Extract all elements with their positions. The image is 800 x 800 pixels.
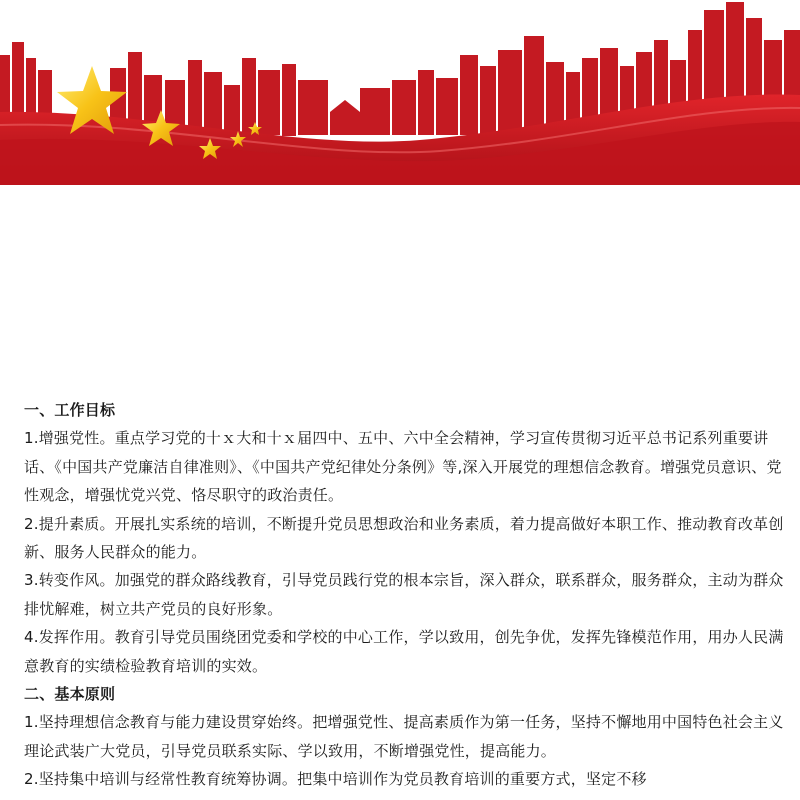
- header-banner: [0, 0, 800, 185]
- section-heading: 二、基本原则: [24, 685, 116, 704]
- paragraph: 1.增强党性。重点学习党的十ｘ大和十ｘ届四中、五中、六中全会精神，学习宣传贯彻习近平总书记系列重要讲话、《中国共产党廉洁自律准则》、《中国共产党纪律处分条例》等,深入开展党的理想信念教育。增强党员意识、党性观念，增强忧党兴党、恪尽职守的政治责任。: [24, 429, 782, 505]
- section-heading: 一、工作目标: [24, 401, 116, 419]
- skyline-banner-graphic: [0, 0, 800, 185]
- paragraph: 2.提升素质。开展扎实系统的培训，不断提升党员思想政治和业务素质，着力提高做好本职工作、推动教育改革创新、服务人民群众的能力。: [24, 514, 784, 562]
- paragraph: 3.转变作风。加强党的群众路线教育，引导党员践行党的根本宗旨，深入群众，联系群众，服务群众，主动为群众排忧解难，树立共产党员的良好形象。: [24, 571, 784, 618]
- paragraph: 2.坚持集中培训与经常性教育统筹协调。把集中培训作为党员教育培训的重要方式，坚定不移: [24, 770, 647, 789]
- paragraph: 1.坚持理想信念教育与能力建设贯穿始终。把增强党性、提高素质作为第一任务，坚持不懈地用中国特色社会主义理论武装广大党员，引导党员联系实际、学以致用，不断增强党性，提高能力。: [24, 713, 784, 760]
- paragraph: 4.发挥作用。教育引导党员围绕团党委和学校的中心工作，学以致用，创先争优，发挥先锋模范作用，用办人民满意教育的实绩检验教育培训的实效。: [24, 628, 784, 675]
- document-body: [24, 396, 784, 794]
